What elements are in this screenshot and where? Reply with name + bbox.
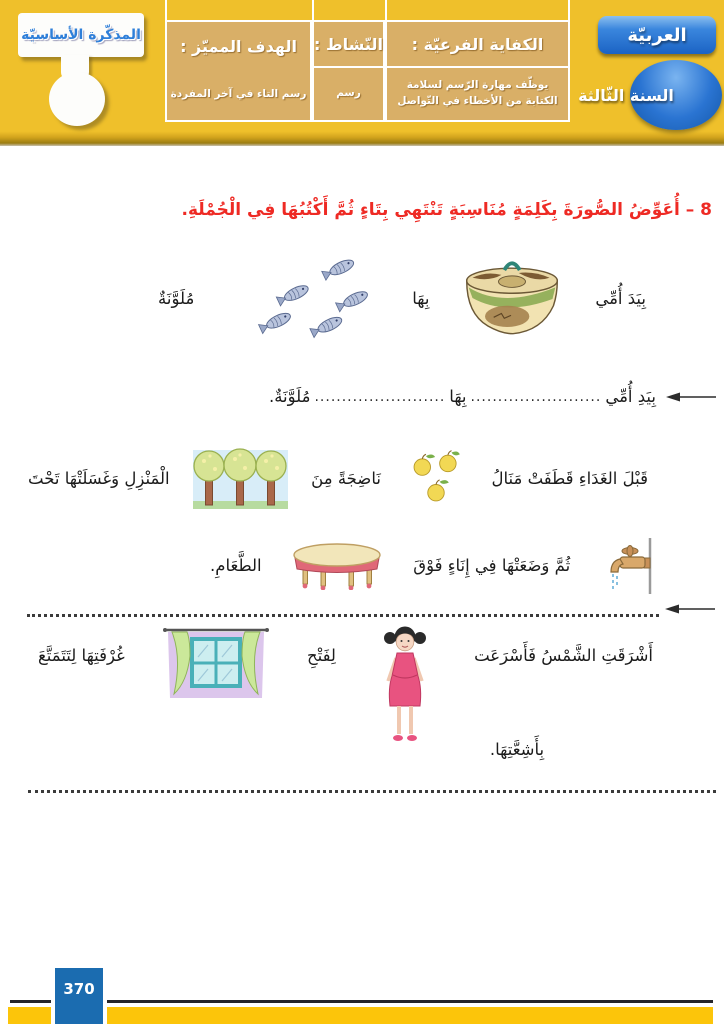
page-number-tab xyxy=(51,968,107,1024)
low-table-image xyxy=(291,542,383,590)
activity-cell xyxy=(312,20,385,122)
answer-line-1 xyxy=(162,380,718,414)
answer1-blank2: ........................ xyxy=(314,388,446,405)
sentence2-part3: الْمَنْزِلِ وَغَسَلَتْهَا تَحْتَ xyxy=(28,469,170,489)
sentence1-part3: مُلَوَّنَةٌ xyxy=(158,289,195,309)
table-topline xyxy=(165,0,167,20)
sentence3-part1: ثُمَّ وَضَعَتْهَا فِي إِنَاءٍ فَوْقَ xyxy=(413,556,571,576)
left-arrow-icon xyxy=(660,389,718,405)
table-topline xyxy=(385,0,387,20)
exercise-title: 8 – أُعَوِّضُ الصُّورَةَ بِكَلِمَةٍ مُنَاسِبَةٍ تَنْتَهِي بِتَاءٍ ثُمَّ أَكْتُبُهَا فِي الْجُمْلَةِ. xyxy=(181,200,712,220)
competency-title: الكفاية الفرعيّة : xyxy=(411,34,544,54)
sentence1-part2: بِهَا xyxy=(412,289,430,309)
sentence-3 xyxy=(210,530,658,602)
answer1-word3: مُلَوَّنَةٌ. xyxy=(268,387,311,407)
answer1-blank1: ........................ xyxy=(470,388,602,405)
fish-school-image xyxy=(224,252,382,346)
page-number: 370 xyxy=(63,980,95,998)
sentence-2 xyxy=(28,440,648,518)
sentence3-part2: الطَّعَامِ. xyxy=(210,556,262,576)
objective-cell xyxy=(165,20,312,122)
competency-cell xyxy=(385,20,570,122)
answer-line-3 xyxy=(28,776,716,793)
answer2-blank xyxy=(27,602,659,617)
window-image xyxy=(162,626,270,704)
header-table xyxy=(165,20,570,122)
sentence-1 xyxy=(158,248,646,350)
fruit-trees-image xyxy=(193,445,288,513)
left-arrow-icon xyxy=(659,601,717,617)
memo-label: المذكّرة الأساسيّة xyxy=(18,13,144,57)
answer1-word2: بِهَا xyxy=(449,387,467,407)
table-topline xyxy=(312,0,314,20)
footer-band xyxy=(8,1007,713,1024)
objective-body: رسم التاء في آخر المفردة xyxy=(170,88,307,101)
sentence4-part3: غُرْفَتِهَا لِتَتَمَتَّعَ xyxy=(38,646,125,665)
bowl-image xyxy=(459,254,565,344)
ripe-fruits-image xyxy=(404,450,468,508)
sentence-4 xyxy=(38,626,653,748)
objective-title: الهدف المميّز : xyxy=(180,36,297,56)
answer1-word1: بِيَدِ أُمِّي xyxy=(605,387,656,407)
footer-rule xyxy=(10,1000,713,1003)
table-topline xyxy=(568,0,570,20)
water-tap-image xyxy=(600,538,658,594)
sentence2-part1: قَبْلَ الغَدَاءِ قَطَفَتْ مَنَالُ xyxy=(491,469,648,489)
year-label: السنة الثّالثة xyxy=(578,86,674,105)
sentence4-part1: أَشْرَقَتِ الشَّمْسُ فَأَسْرَعَت xyxy=(474,646,653,665)
answer-line-2 xyxy=(25,598,717,620)
competency-body: يوظّف مهارة الرّسم لسلامة الكتابة من الأخطاء في التّواصل xyxy=(397,79,558,107)
sentence4-part2: لِفَتْحِ xyxy=(306,646,336,665)
activity-title: النّشاط : xyxy=(314,34,383,54)
sentence2-part2: نَاضِجَةً مِنَ xyxy=(311,469,381,489)
girl-image xyxy=(373,626,437,746)
sentence1-part1: بِيَدَ أُمِّي xyxy=(595,289,646,309)
header-band xyxy=(0,0,724,146)
subject-button: العربيّة xyxy=(598,16,716,54)
activity-body: رسم xyxy=(336,87,361,100)
pin-ball-icon xyxy=(49,72,105,126)
sentence-5: بِأَشِعَّتِهَا. xyxy=(489,740,545,759)
